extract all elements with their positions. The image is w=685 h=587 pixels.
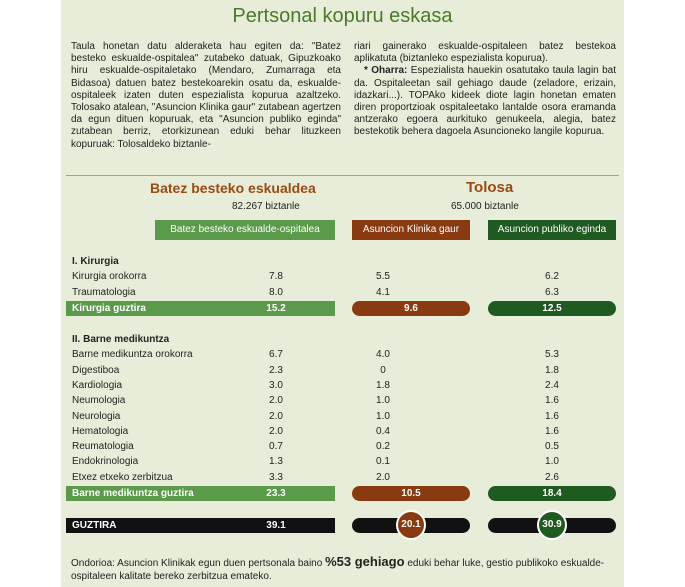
cell-public: 5.3 [545,349,559,361]
cell-public: 1.6 [545,425,559,437]
total-public: 12.5 [542,302,562,314]
footnote-text-1: Ondorioa: Asuncion Klinikak egun duen pertsonala baino [71,558,326,569]
section-title: I. Kirurgia [72,256,119,267]
cell-clinic: 2.0 [376,471,390,483]
total-label: Barne medikuntza guztira [72,488,194,499]
cell-average: 2.0 [269,425,283,437]
cell-clinic: 0.4 [376,425,390,437]
cell-clinic: 1.8 [376,379,390,391]
intro-text-right [354,41,616,139]
row-label: Etxez etxeko zerbitzua [72,471,173,483]
footnote-text-2: eduki behar luke, gestio publikoko eskualde-ospitaleen kalitate bereko zerbitzua emateko. [71,558,605,582]
cell-public: 1.6 [545,410,559,422]
total-clinic: 10.5 [401,488,421,499]
right-population: 65.000 biztanle [451,201,519,212]
cell-clinic: 0.1 [376,456,390,468]
total-label: Kirurgia guztira [72,302,146,314]
row-label: Barne medikuntza orokorra [72,349,193,361]
row-label: Kirurgia orokorra [72,271,147,283]
cell-clinic: 0 [380,364,386,376]
total-average: 15.2 [266,302,286,314]
row-label: Digestiboa [72,364,120,376]
grand-total-average: 39.1 [266,520,286,531]
row-label: Kardiologia [72,379,123,391]
column-header-public: Asuncion publiko egindа [488,220,616,240]
total-average: 23.3 [266,488,286,499]
grand-total-public: 30.9 [542,519,562,530]
note-label: * Oharra: [364,65,408,77]
cell-public: 1.8 [545,364,559,376]
cell-public: 6.2 [545,271,559,283]
cell-clinic: 1.0 [376,395,390,407]
cell-average: 2.3 [269,364,283,376]
footnote [71,555,621,583]
column-header-average: Batez besteko eskualde-ospitalea [155,220,335,240]
divider [66,175,619,176]
left-section-header: Batez besteko eskualdea [150,180,316,196]
row-label: Endokrinologia [72,456,139,468]
row-label: Traumatologia [72,286,136,298]
left-population: 82.267 biztanle [232,201,300,212]
cell-public: 2.6 [545,471,559,483]
row-label: Reumatologia [72,441,134,453]
intro-text-right-1: riari gainerako eskualde-ospitaleen batez bestekoa aplikatuta (biztanleko espezialista kopurua). [354,41,616,65]
cell-clinic: 4.0 [376,349,390,361]
cell-clinic: 0.2 [376,441,390,453]
cell-average: 1.3 [269,456,283,468]
cell-public: 6.3 [545,286,559,298]
cell-average: 6.7 [269,349,283,361]
row-label: Hematologia [72,425,129,437]
cell-public: 0.5 [545,441,559,453]
footnote-highlight: %53 gehiago [325,554,405,569]
total-public: 18.4 [542,488,562,499]
page-title: Pertsonal kopuru eskasa [232,5,453,27]
cell-public: 1.6 [545,395,559,407]
column-header-clinic: Asuncion Klinika gaur [352,220,470,240]
cell-clinic: 4.1 [376,286,390,298]
cell-clinic: 5.5 [376,271,390,283]
grand-total-label: GUZTIRA [72,520,117,531]
intro-text-right-2: Espezialista hauekin osatutako taula lagin bat da. Ospitaleetan sail gehiago daude (zeladore, erizain, idazkari...). TOPAko kideek diote lagin honetan ematen diren proportzioak ospitaleetako lantalde osora eramanda antzerako egoera aurkituko genukeela, alegia, batez bestekotik behera dagoela Asuncioneko langile kopurua. [354,65,616,138]
cell-public: 1.0 [545,456,559,468]
cell-average: 7.8 [269,271,283,283]
cell-average: 2.0 [269,395,283,407]
cell-average: 2.0 [269,410,283,422]
cell-clinic: 1.0 [376,410,390,422]
right-section-header: Tolosa [466,179,514,196]
row-label: Neurologia [72,410,121,422]
row-label: Neumologia [72,395,126,407]
total-clinic: 9.6 [404,302,418,314]
grand-total-clinic: 20.1 [401,519,421,530]
cell-average: 8.0 [269,286,283,298]
cell-average: 3.0 [269,379,283,391]
intro-text-left: Taula honetan datu alderaketa hau egiten da: "Batez besteko eskualde-ospitalea" zutabeko datuak, Gipuzkoako hiru eskualde-ospitaletako (Mendaro, Zumarraga eta Bidasoa) datuen batez bestekoarekin osatu da, eskualde-ospitaleek izaten duten espezialista kopurua azaltzeko. Tolosako atalean, "Asuncion Klinika gaur" zutabean agertzen da egun dituen kopuruak, eta "Asuncion publiko eginda" zutabean berriz, etorkizunean eduki behar lituzkeen kopuruak: Tolosaldeko biztanle- [71,41,341,150]
cell-public: 2.4 [545,379,559,391]
cell-average: 0.7 [269,441,283,453]
section-title: II. Barne medikuntza [72,334,170,345]
cell-average: 3.3 [269,471,283,483]
